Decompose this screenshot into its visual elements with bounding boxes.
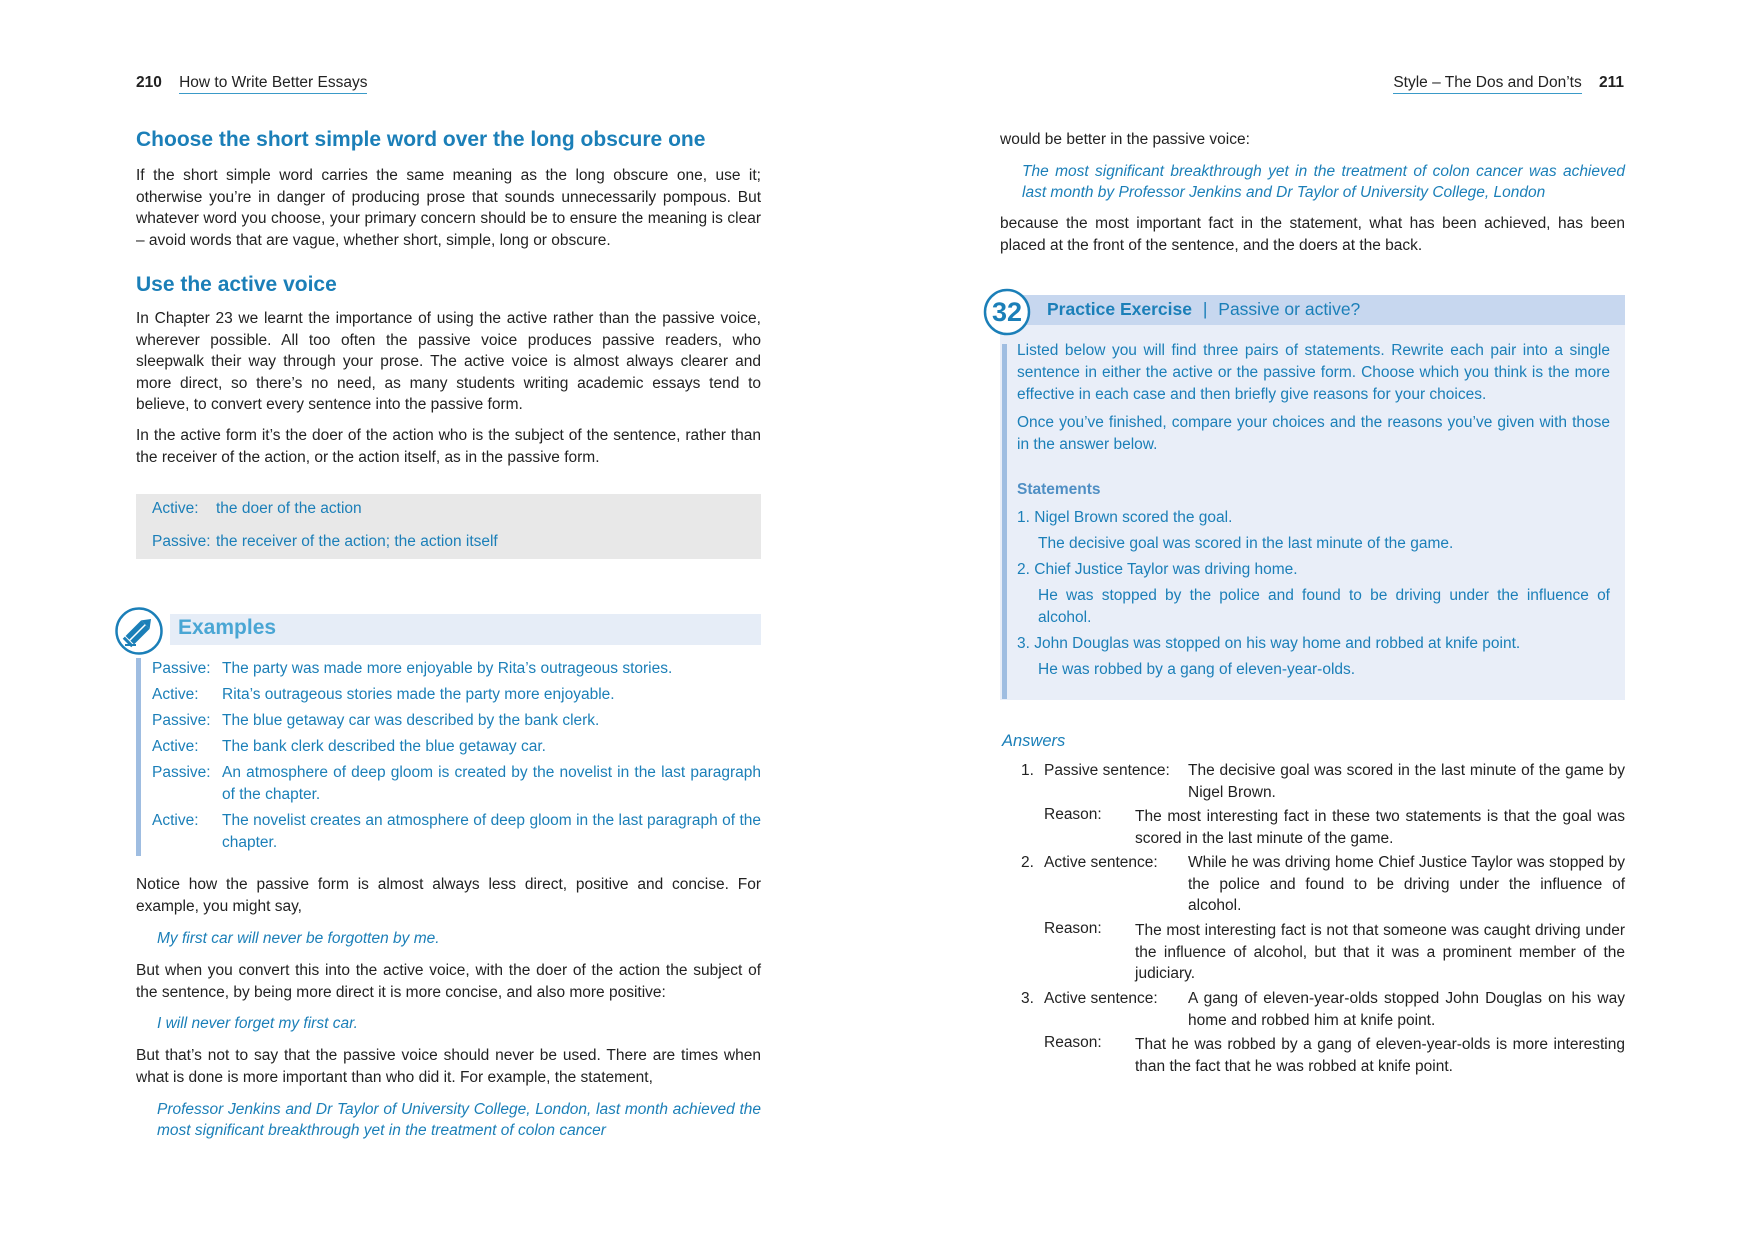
pencil-icon — [114, 606, 164, 656]
running-header-left — [136, 74, 367, 92]
paragraph: In the active form it’s the doer of the action who is the subject of the sentence, rather than the receiver of the action, or the action itself, as in the passive form. — [136, 427, 761, 466]
svg-text:32: 32 — [991, 297, 1023, 327]
answer-reason: That he was robbed by a gang of eleven-year-olds is more interesting than the fact that he was robbed at knife point. — [1135, 1036, 1625, 1075]
exercise-header — [1000, 295, 1625, 325]
answer-type: Active sentence: — [1044, 990, 1158, 1007]
statement: 3. John Douglas was stopped on his way home and robbed at knife point. — [1017, 635, 1521, 652]
paragraph: But that’s not to say that the passive voice should never be used. There are times when what is done is more important than who did it. For example, the statement, — [136, 1047, 761, 1086]
voice-definition-row: Passive: the receiver of the action; the action itself — [152, 533, 498, 550]
answer-reason: The most interesting fact in these two statements is that the goal was scored in the last minute of the game. — [1135, 808, 1625, 847]
answer-reason-label: Reason: — [1044, 920, 1102, 937]
right-page — [877, 0, 1755, 1241]
section-heading: Use the active voice — [136, 273, 337, 296]
example-row: Passive: The blue getaway car was described by the bank clerk. — [152, 712, 600, 729]
example-row: Passive: The party was made more enjoyable by Rita’s outrageous stories. — [152, 660, 673, 677]
voice-definition-box — [136, 494, 761, 559]
answer-type: Active sentence: — [1044, 854, 1158, 871]
book-title: How to Write Better Essays — [179, 74, 367, 94]
paragraph: because the most important fact in the statement, what has been achieved, has been placed at the front of the sentence, and the doers at the back. — [1000, 215, 1625, 254]
page-number: 211 — [1598, 74, 1624, 91]
voice-definition-row: Active: the doer of the action — [152, 500, 362, 517]
exercise-title: Practice Exercise | Passive or active? — [1047, 299, 1361, 319]
statements-heading: Statements — [1017, 481, 1101, 498]
example-row: Active: Rita’s outrageous stories made the party more enjoyable. — [152, 686, 615, 703]
exercise-instructions: Once you’ve finished, compare your choices and the reasons you’ve given with those in the answer below. — [1017, 414, 1610, 453]
quote: I will never forget my first car. — [157, 1015, 358, 1032]
answer-sentence: The decisive goal was scored in the last minute of the game by Nigel Brown. — [1188, 762, 1625, 801]
paragraph: would be better in the passive voice: — [1000, 131, 1250, 148]
paragraph: In Chapter 23 we learnt the importance of using the active rather than the passive voice, wherever possible. All too often the passive voice produces passive readers, who sleepwalk their way through your prose. The active voice is almost always clearer and more direct, so there’s no need, as many students writing academic essays tend to believe, to convert every sentence into the passive form. — [136, 310, 761, 413]
paragraph: Notice how the passive form is almost always less direct, positive and concise. For example, you might say, — [136, 876, 761, 915]
statement: He was stopped by the police and found to be driving under the influence of alcohol. — [1038, 587, 1610, 626]
page-number: 210 — [136, 74, 162, 91]
exercise-rule — [1002, 344, 1007, 699]
statement: He was robbed by a gang of eleven-year-olds. — [1038, 661, 1356, 678]
exercise-instructions: Listed below you will find three pairs of statements. Rewrite each pair into a single sentence in either the active or the passive form. Choose which you think is the more effective in each case and then briefly give reasons for your choices. — [1017, 342, 1610, 403]
answer-sentence: While he was driving home Chief Justice Taylor was stopped by the police and found to be driving under the influence of alcohol. — [1188, 854, 1625, 914]
left-page — [0, 0, 877, 1241]
example-row: Active: The bank clerk described the blue getaway car. — [152, 738, 546, 755]
answer-reason-label: Reason: — [1044, 1034, 1102, 1051]
statement: 2. Chief Justice Taylor was driving home. — [1017, 561, 1298, 578]
paragraph: But when you convert this into the active voice, with the doer of the action the subject of the sentence, by being more direct it is more concise, and also more positive: — [136, 962, 761, 1001]
answer-number: 1. — [1021, 762, 1034, 779]
answers-heading: Answers — [1002, 732, 1066, 750]
quote: Professor Jenkins and Dr Taylor of University College, London, last month achieved the most significant breakthrough yet in the treatment of colon cancer — [157, 1101, 761, 1139]
answer-number: 2. — [1021, 854, 1034, 871]
section-heading: Choose the short simple word over the long obscure one — [136, 128, 706, 151]
answer-reason: The most interesting fact is not that someone was caught driving under the influence of alcohol, but that it was a prominent member of the judiciary. — [1135, 922, 1625, 982]
answer-number: 3. — [1021, 990, 1034, 1007]
chapter-title: Style – The Dos and Don’ts — [1393, 74, 1581, 94]
exercise-number-badge — [983, 288, 1031, 336]
paragraph: If the short simple word carries the same meaning as the long obscure one, use it; otherwise you’re in danger of producing prose that sounds unnecessarily pompous. But whatever word you choose, your primary concern should be to ensure the meaning is clear – avoid words that are vague, whether short, simple, long or obscure. — [136, 167, 761, 249]
example-row: Active: The novelist creates an atmosphere of deep gloom in the last paragraph of the chapter. — [152, 812, 761, 851]
running-header-right — [1393, 74, 1624, 92]
answer-sentence: A gang of eleven-year-olds stopped John Douglas on his way home and robbed him at knife point. — [1188, 990, 1625, 1029]
examples-header — [170, 614, 761, 645]
quote: My first car will never be forgotten by me. — [157, 930, 440, 947]
statement: The decisive goal was scored in the last minute of the game. — [1038, 535, 1454, 552]
statement: 1. Nigel Brown scored the goal. — [1017, 509, 1233, 526]
examples-title: Examples — [178, 616, 277, 639]
answer-type: Passive sentence: — [1044, 762, 1170, 779]
quote: The most significant breakthrough yet in the treatment of colon cancer was achieved last month by Professor Jenkins and Dr Taylor of University College, London — [1022, 163, 1625, 201]
examples-rule — [136, 658, 141, 856]
example-row: Passive: An atmosphere of deep gloom is created by the novelist in the last paragraph of the chapter. — [152, 764, 761, 803]
answer-reason-label: Reason: — [1044, 806, 1102, 823]
